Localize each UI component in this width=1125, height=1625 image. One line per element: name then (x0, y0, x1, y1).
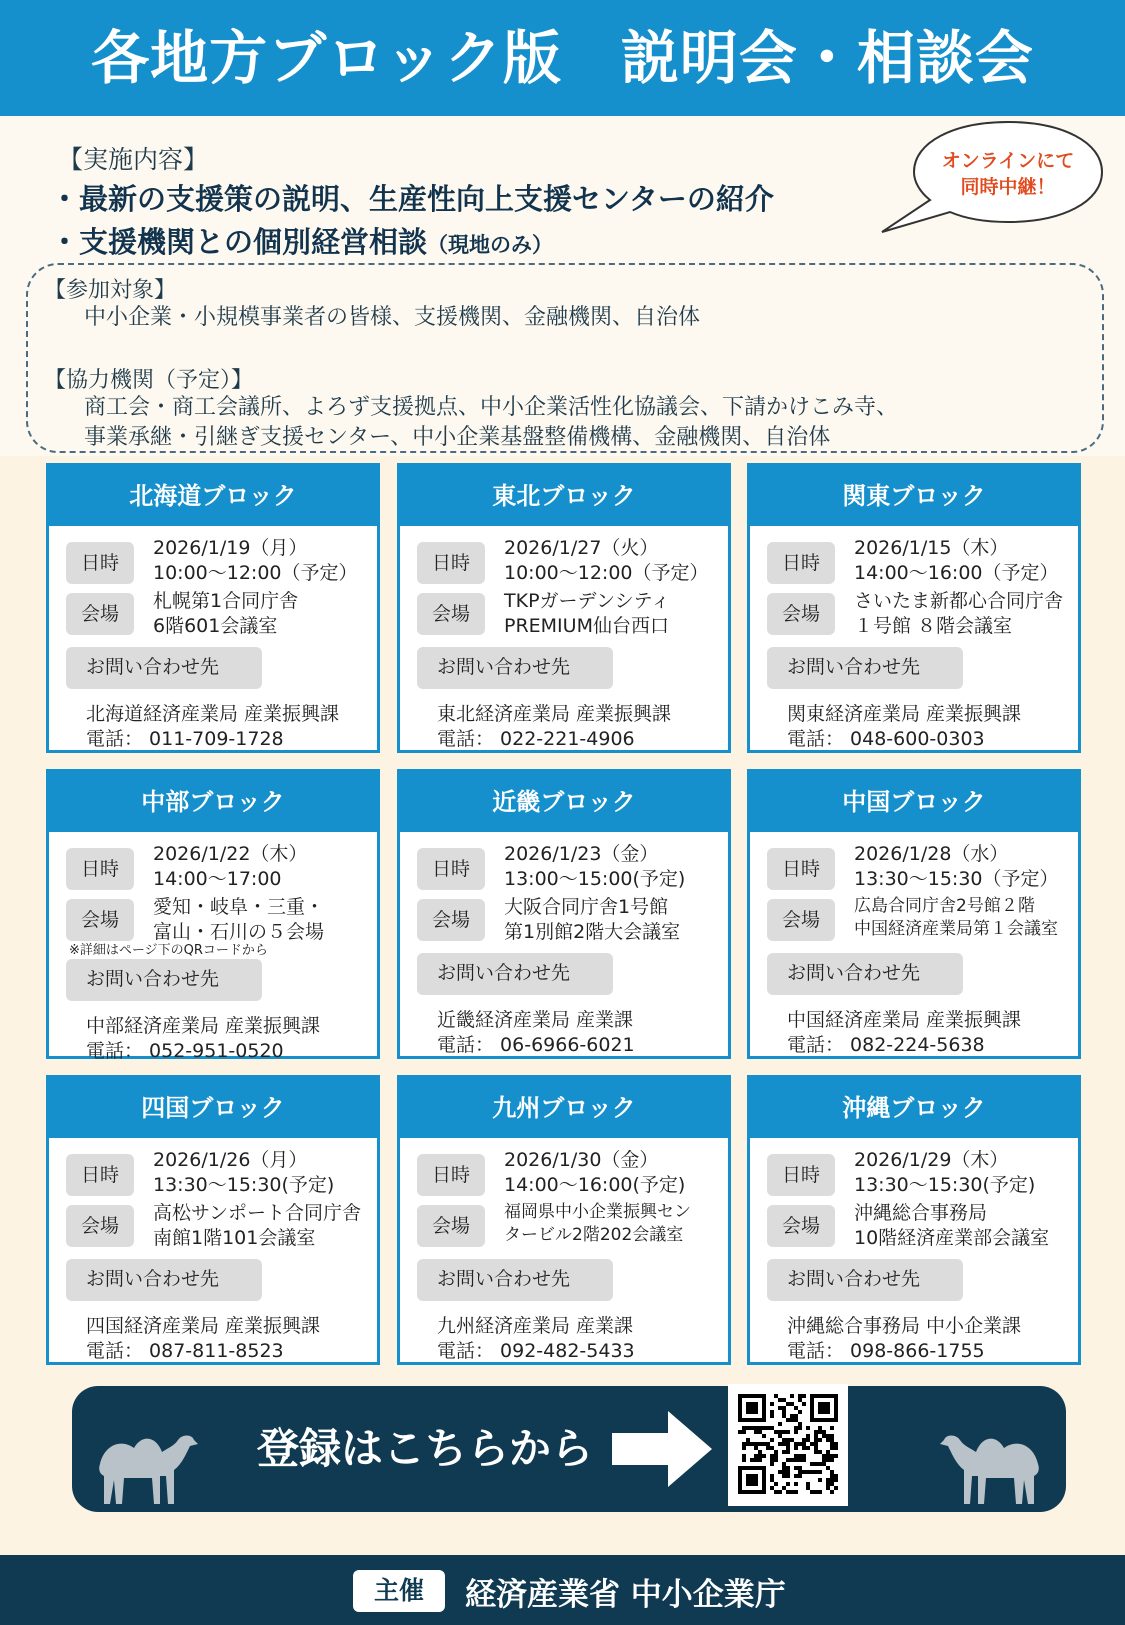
event-date: 2026/1/26（月） (153, 1149, 308, 1171)
organizer-name: 経済産業省 中小企業庁 (465, 1577, 786, 1613)
venue-line-2: PREMIUM仙台西口 (504, 615, 669, 637)
venue-line-1: 大阪合同庁舎1号館 (504, 896, 669, 918)
contact-org: 北海道経済産業局 産業振興課 (86, 703, 340, 725)
block-card-kanto (747, 463, 1081, 753)
contact-tag: お問い合わせ先 (417, 1259, 613, 1301)
contact-tag: お問い合わせ先 (767, 953, 963, 995)
target-value: 中小企業・小規模事業者の皆様、支援機関、金融機関、自治体 (84, 305, 701, 330)
block-title: 近畿ブロック (400, 772, 728, 832)
block-title: 東北ブロック (400, 466, 728, 526)
contact-org: 中部経済産業局 産業振興課 (86, 1015, 321, 1037)
venue-tag: 会場 (767, 593, 835, 635)
event-date: 2026/1/29（木） (854, 1149, 1009, 1171)
contact-tag: お問い合わせ先 (767, 1259, 963, 1301)
contact-org: 東北経済産業局 産業振興課 (437, 703, 672, 725)
block-card-shikoku (46, 1075, 380, 1365)
contact-phone: 電話： 092-482-5433 (437, 1340, 635, 1362)
venue-line-2: 南館1階101会議室 (153, 1227, 316, 1249)
venue-tag: 会場 (767, 1205, 835, 1247)
page-title: 各地方ブロック版 説明会・相談会 (0, 0, 1125, 116)
register-banner[interactable] (72, 1386, 1066, 1512)
contact-phone: 電話： 022-221-4906 (437, 728, 635, 750)
event-time: 14:00〜17:00 (153, 868, 282, 890)
venue-line-1: 高松サンポート合同庁舎 (153, 1202, 362, 1224)
venue-line-2: 6階601会議室 (153, 615, 278, 637)
event-time: 13:00〜15:00(予定) (504, 868, 686, 890)
event-date: 2026/1/23（金） (504, 843, 659, 865)
bullet-consultation-note: （現地のみ） (427, 233, 554, 257)
contact-tag: お問い合わせ先 (66, 959, 262, 1001)
bullet-support-policy: ・最新の支援策の説明、生産性向上支援センターの紹介 (50, 182, 774, 216)
contact-tag: お問い合わせ先 (66, 1259, 262, 1301)
contact-org: 関東経済産業局 産業振興課 (787, 703, 1022, 725)
contact-org: 四国経済産業局 産業振興課 (86, 1315, 321, 1337)
block-title: 中部ブロック (49, 772, 377, 832)
block-card-kinki (397, 769, 731, 1059)
contact-org: 沖縄総合事務局 中小企業課 (787, 1315, 1022, 1337)
datetime-tag: 日時 (66, 848, 134, 890)
register-label: 登録はこちらから (257, 1424, 594, 1473)
event-date: 2026/1/27（火） (504, 537, 659, 559)
block-title: 四国ブロック (49, 1078, 377, 1138)
datetime-tag: 日時 (767, 1154, 835, 1196)
datetime-tag: 日時 (767, 848, 835, 890)
venue-line-2: 第1別館2階大会議室 (504, 921, 681, 943)
contact-org: 中国経済産業局 産業振興課 (787, 1009, 1022, 1031)
venue-line-2: タービル2階202会議室 (504, 1225, 684, 1245)
block-card-tohoku (397, 463, 731, 753)
block-card-chugoku (747, 769, 1081, 1059)
contact-phone: 電話： 06-6966-6021 (437, 1034, 635, 1056)
datetime-tag: 日時 (66, 542, 134, 584)
block-card-okinawa (747, 1075, 1081, 1365)
datetime-tag: 日時 (767, 542, 835, 584)
event-time: 10:00〜12:00（予定） (153, 562, 358, 584)
event-time: 14:00〜16:00(予定) (504, 1174, 686, 1196)
event-time: 10:00〜12:00（予定） (504, 562, 709, 584)
contact-phone: 電話： 087-811-8523 (86, 1340, 284, 1362)
bubble-text (912, 148, 1104, 200)
organizer-footer (0, 1555, 1125, 1625)
event-time: 14:00〜16:00（予定） (854, 562, 1059, 584)
block-card-chubu (46, 769, 380, 1062)
arrow-right-icon (612, 1411, 712, 1487)
online-broadcast-bubble (912, 120, 1104, 228)
bullet-consultation (50, 220, 553, 261)
contact-phone: 電話： 052-951-0520 (86, 1040, 284, 1062)
contact-org: 九州経済産業局 産業課 (437, 1315, 634, 1337)
target-label: 【参加対象】 (44, 278, 177, 303)
venue-tag: 会場 (66, 1205, 134, 1247)
contact-phone: 電話： 048-600-0303 (787, 728, 985, 750)
contact-tag: お問い合わせ先 (417, 647, 613, 689)
content-label: 【実施内容】 (58, 145, 209, 174)
venue-tag: 会場 (417, 899, 485, 941)
cooperation-line-2: 事業承継・引継ぎ支援センター、中小企業基盤整備機構、金融機関、自治体 (84, 425, 831, 450)
venue-line-2: 富山・石川の５会場 (153, 921, 325, 943)
contact-phone: 電話： 082-224-5638 (787, 1034, 985, 1056)
organizer-badge: 主催 (353, 1570, 445, 1612)
event-date: 2026/1/28（水） (854, 843, 1009, 865)
venue-line-1: 沖縄総合事務局 (854, 1202, 988, 1224)
block-title: 中国ブロック (750, 772, 1078, 832)
bubble-line-1: オンラインにて (941, 150, 1075, 172)
venue-tag: 会場 (66, 593, 134, 635)
contact-org: 近畿経済産業局 産業課 (437, 1009, 634, 1031)
venue-line-1: TKPガーデンシティ (504, 590, 671, 612)
bullet-consultation-text: ・支援機関との個別経営相談 (50, 225, 428, 259)
datetime-tag: 日時 (417, 1154, 485, 1196)
venue-tag: 会場 (417, 1205, 485, 1247)
block-title: 沖縄ブロック (750, 1078, 1078, 1138)
bubble-line-2: 同時中継！ (960, 176, 1056, 198)
event-time: 13:30〜15:30(予定) (854, 1174, 1036, 1196)
event-time: 13:30〜15:30（予定） (854, 868, 1059, 890)
venue-line-1: 広島合同庁舎2号館２階 (854, 896, 1035, 916)
block-title: 九州ブロック (400, 1078, 728, 1138)
event-date: 2026/1/30（金） (504, 1149, 659, 1171)
event-date: 2026/1/22（木） (153, 843, 308, 865)
block-card-hokkaido (46, 463, 380, 753)
event-time: 13:30〜15:30(予定) (153, 1174, 335, 1196)
venue-line-2: １号館 ８階会議室 (854, 615, 1013, 637)
datetime-tag: 日時 (417, 848, 485, 890)
event-date: 2026/1/15（木） (854, 537, 1009, 559)
venue-line-1: さいたま新都心合同庁舎 (854, 590, 1064, 612)
contact-phone: 電話： 098-866-1755 (787, 1340, 985, 1362)
cooperation-label: 【協力機関（予定）】 (44, 368, 254, 393)
venue-line-1: 札幌第1合同庁舎 (153, 590, 299, 612)
venue-line-1: 愛知・岐阜・三重・ (153, 896, 325, 918)
venue-line-2: 中国経済産業局第１会議室 (854, 919, 1058, 939)
block-title: 北海道ブロック (49, 466, 377, 526)
cooperation-line-1: 商工会・商工会議所、よろず支援拠点、中小企業活性化協議会、下請かけこみ寺、 (84, 395, 899, 420)
contact-phone: 電話： 011-709-1728 (86, 728, 284, 750)
participants-box (26, 263, 1104, 453)
venue-tag: 会場 (417, 593, 485, 635)
contact-tag: お問い合わせ先 (767, 647, 963, 689)
venue-tag: 会場 (767, 899, 835, 941)
contact-tag: お問い合わせ先 (417, 953, 613, 995)
camel-right-icon (936, 1426, 1048, 1506)
venue-note: ※詳細はページ下のQRコードから (69, 943, 268, 958)
registration-qr-code[interactable] (728, 1384, 848, 1506)
venue-line-1: 福岡県中小企業振興セン (504, 1202, 691, 1222)
datetime-tag: 日時 (417, 542, 485, 584)
datetime-tag: 日時 (66, 1154, 134, 1196)
camel-left-icon (90, 1426, 202, 1506)
event-date: 2026/1/19（月） (153, 537, 308, 559)
block-card-kyushu (397, 1075, 731, 1365)
venue-line-2: 10階経済産業部会議室 (854, 1227, 1050, 1249)
block-title: 関東ブロック (750, 466, 1078, 526)
contact-tag: お問い合わせ先 (66, 647, 262, 689)
venue-tag: 会場 (66, 899, 134, 941)
